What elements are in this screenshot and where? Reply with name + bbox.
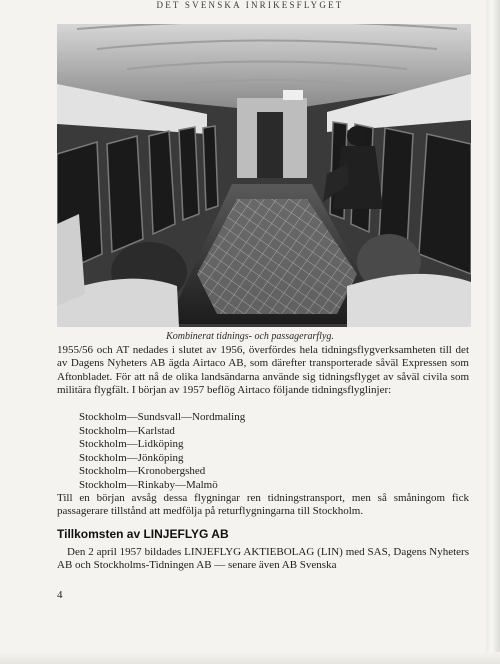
route-item: Stockholm—Sundsvall—Nordmaling [79, 411, 246, 423]
paragraph-passengers: Till en början avsåg dessa flygningar ren tidningstransport, men så småningom fick passagerare tillstånd att medfölja på returflygningarna till Stockholm. [57, 492, 469, 518]
photo-caption: Kombinerat tidnings- och passagerarflyg. [166, 331, 334, 342]
paragraph-linjeflyg-founding: Den 2 april 1957 bildades LINJEFLYG AKTIEBOLAG (LIN) med SAS, Dagens Nyheters AB och Stockholms-Tidningen AB — senare även AB Svenska [57, 546, 469, 572]
section-heading: Tillkomsten av LINJEFLYG AB [57, 527, 229, 541]
running-head: DET SVENSKA INRIKESFLYGET [156, 0, 344, 10]
route-item: Stockholm—Rinkaby—Malmö [79, 478, 218, 491]
page-number: 4 [57, 589, 63, 601]
route-item: Stockholm—Jönköping [79, 451, 184, 464]
route-item: Stockholm—Lidköping [79, 438, 184, 451]
aircraft-cabin-photo [57, 24, 471, 327]
route-item: Stockholm—Karlstad [79, 424, 175, 437]
paragraph-airtaco-history: 1955/56 och AT nedades i slutet av 1956, överfördes hela tidningsflygverksamheten till det av Dagens Nyheters AB ägda Airtaco AB, som därefter transporterade såväl Expressen som Aftonbladet. För att nå de olika landsändarna använde sig tidningsflyget av såväl civila som militära flygfält. I början av 1957 beflög Airtaco följande tidningsflyglinjer: [57, 344, 469, 397]
route-item: Stockholm—Kronobergshed [79, 465, 206, 478]
route-list [79, 411, 245, 493]
page-bottom-shadow [0, 652, 500, 664]
